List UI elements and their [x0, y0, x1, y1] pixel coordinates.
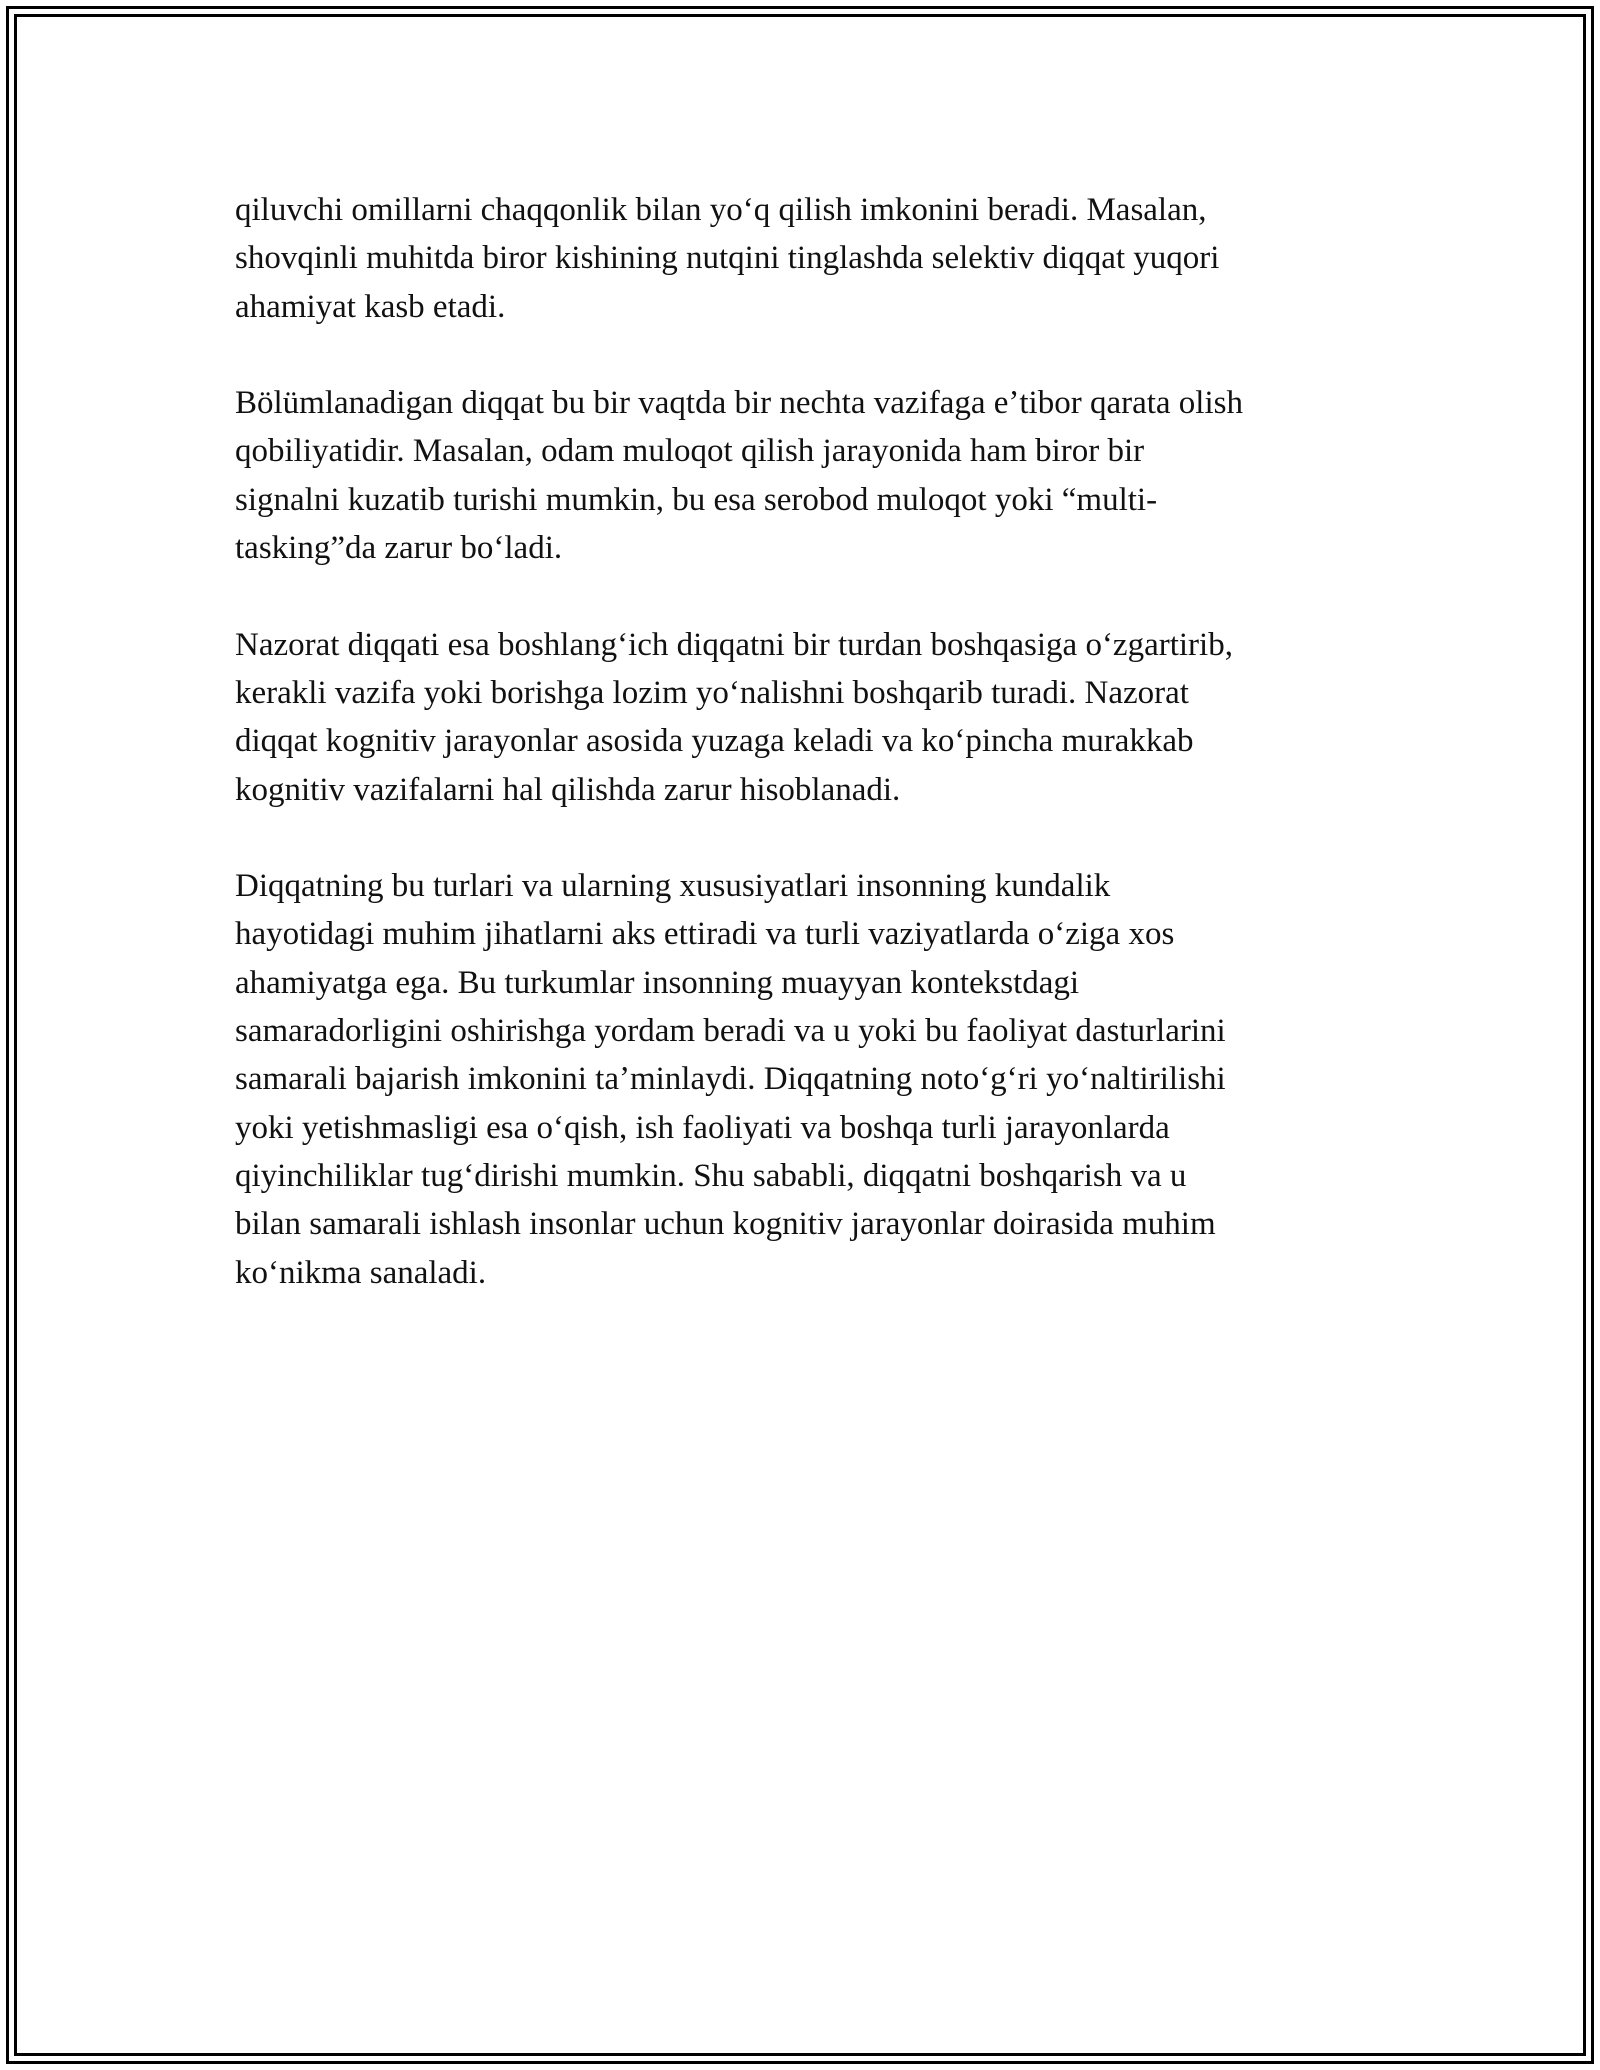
text-line: yoki yetishmasligi esa oʻqish, ish faoliyati va boshqa turli jarayonlarda — [235, 1109, 1170, 1146]
text-line: koʻnikma sanaladi. — [235, 1254, 487, 1291]
text-line: ahamiyat kasb etadi. — [235, 288, 506, 325]
text-line: qobiliyatidir. Masalan, odam muloqot qilish jarayonida ham biror bir — [235, 433, 1145, 470]
text-line: Bölümlanadigan diqqat bu bir vaqtda bir nechta vazifaga eʼtibor qarata olish — [235, 385, 1243, 422]
text-line: Diqqatning bu turlari va ularning xususiyatlari insonning kundalik — [235, 868, 1111, 905]
text-line: shovqinli muhitda biror kishining nutqini tinglashda selektiv diqqat yuqori — [235, 240, 1220, 277]
text-line: qiyinchiliklar tugʻdirishi mumkin. Shu sababli, diqqatni boshqarish va u — [235, 1157, 1187, 1194]
text-line: samarali bajarish imkonini taʼminlaydi. Diqqatning notoʻgʻri yoʻnaltirilishi — [235, 1061, 1226, 1098]
text-line: kognitiv vazifalarni hal qilishda zarur hisoblanadi. — [235, 771, 901, 808]
text-line: ahamiyatga ega. Bu turkumlar insonning muayyan kontekstdagi — [235, 964, 1080, 1001]
paragraph-2 — [235, 379, 1375, 572]
text-line: diqqat kognitiv jarayonlar asosida yuzaga keladi va koʻpincha murakkab — [235, 723, 1194, 760]
text-line: hayotidagi muhim jihatlarni aks ettiradi va turli vaziyatlarda oʻziga xos — [235, 916, 1175, 953]
paragraph-1 — [235, 186, 1375, 331]
paragraph-3 — [235, 621, 1375, 814]
text-line: samaradorligini oshirishga yordam beradi va u yoki bu faoliyat dasturlarini — [235, 1013, 1226, 1050]
text-line: kerakli vazifa yoki borishga lozim yoʻnalishni boshqarib turadi. Nazorat — [235, 674, 1189, 711]
text-line: tasking”da zarur boʻladi. — [235, 530, 563, 567]
text-line: Nazorat diqqati esa boshlangʻich diqqatni bir turdan boshqasiga oʻzgartirib, — [235, 626, 1233, 663]
document-body — [235, 186, 1375, 1297]
paragraph-4 — [235, 862, 1375, 1297]
text-line: qiluvchi omillarni chaqqonlik bilan yoʻq qilish imkonini beradi. Masalan, — [235, 192, 1207, 228]
text-line: bilan samarali ishlash insonlar uchun kognitiv jarayonlar doirasida muhim — [235, 1206, 1216, 1243]
text-line: signalni kuzatib turishi mumkin, bu esa serobod muloqot yoki “multi- — [235, 481, 1158, 518]
